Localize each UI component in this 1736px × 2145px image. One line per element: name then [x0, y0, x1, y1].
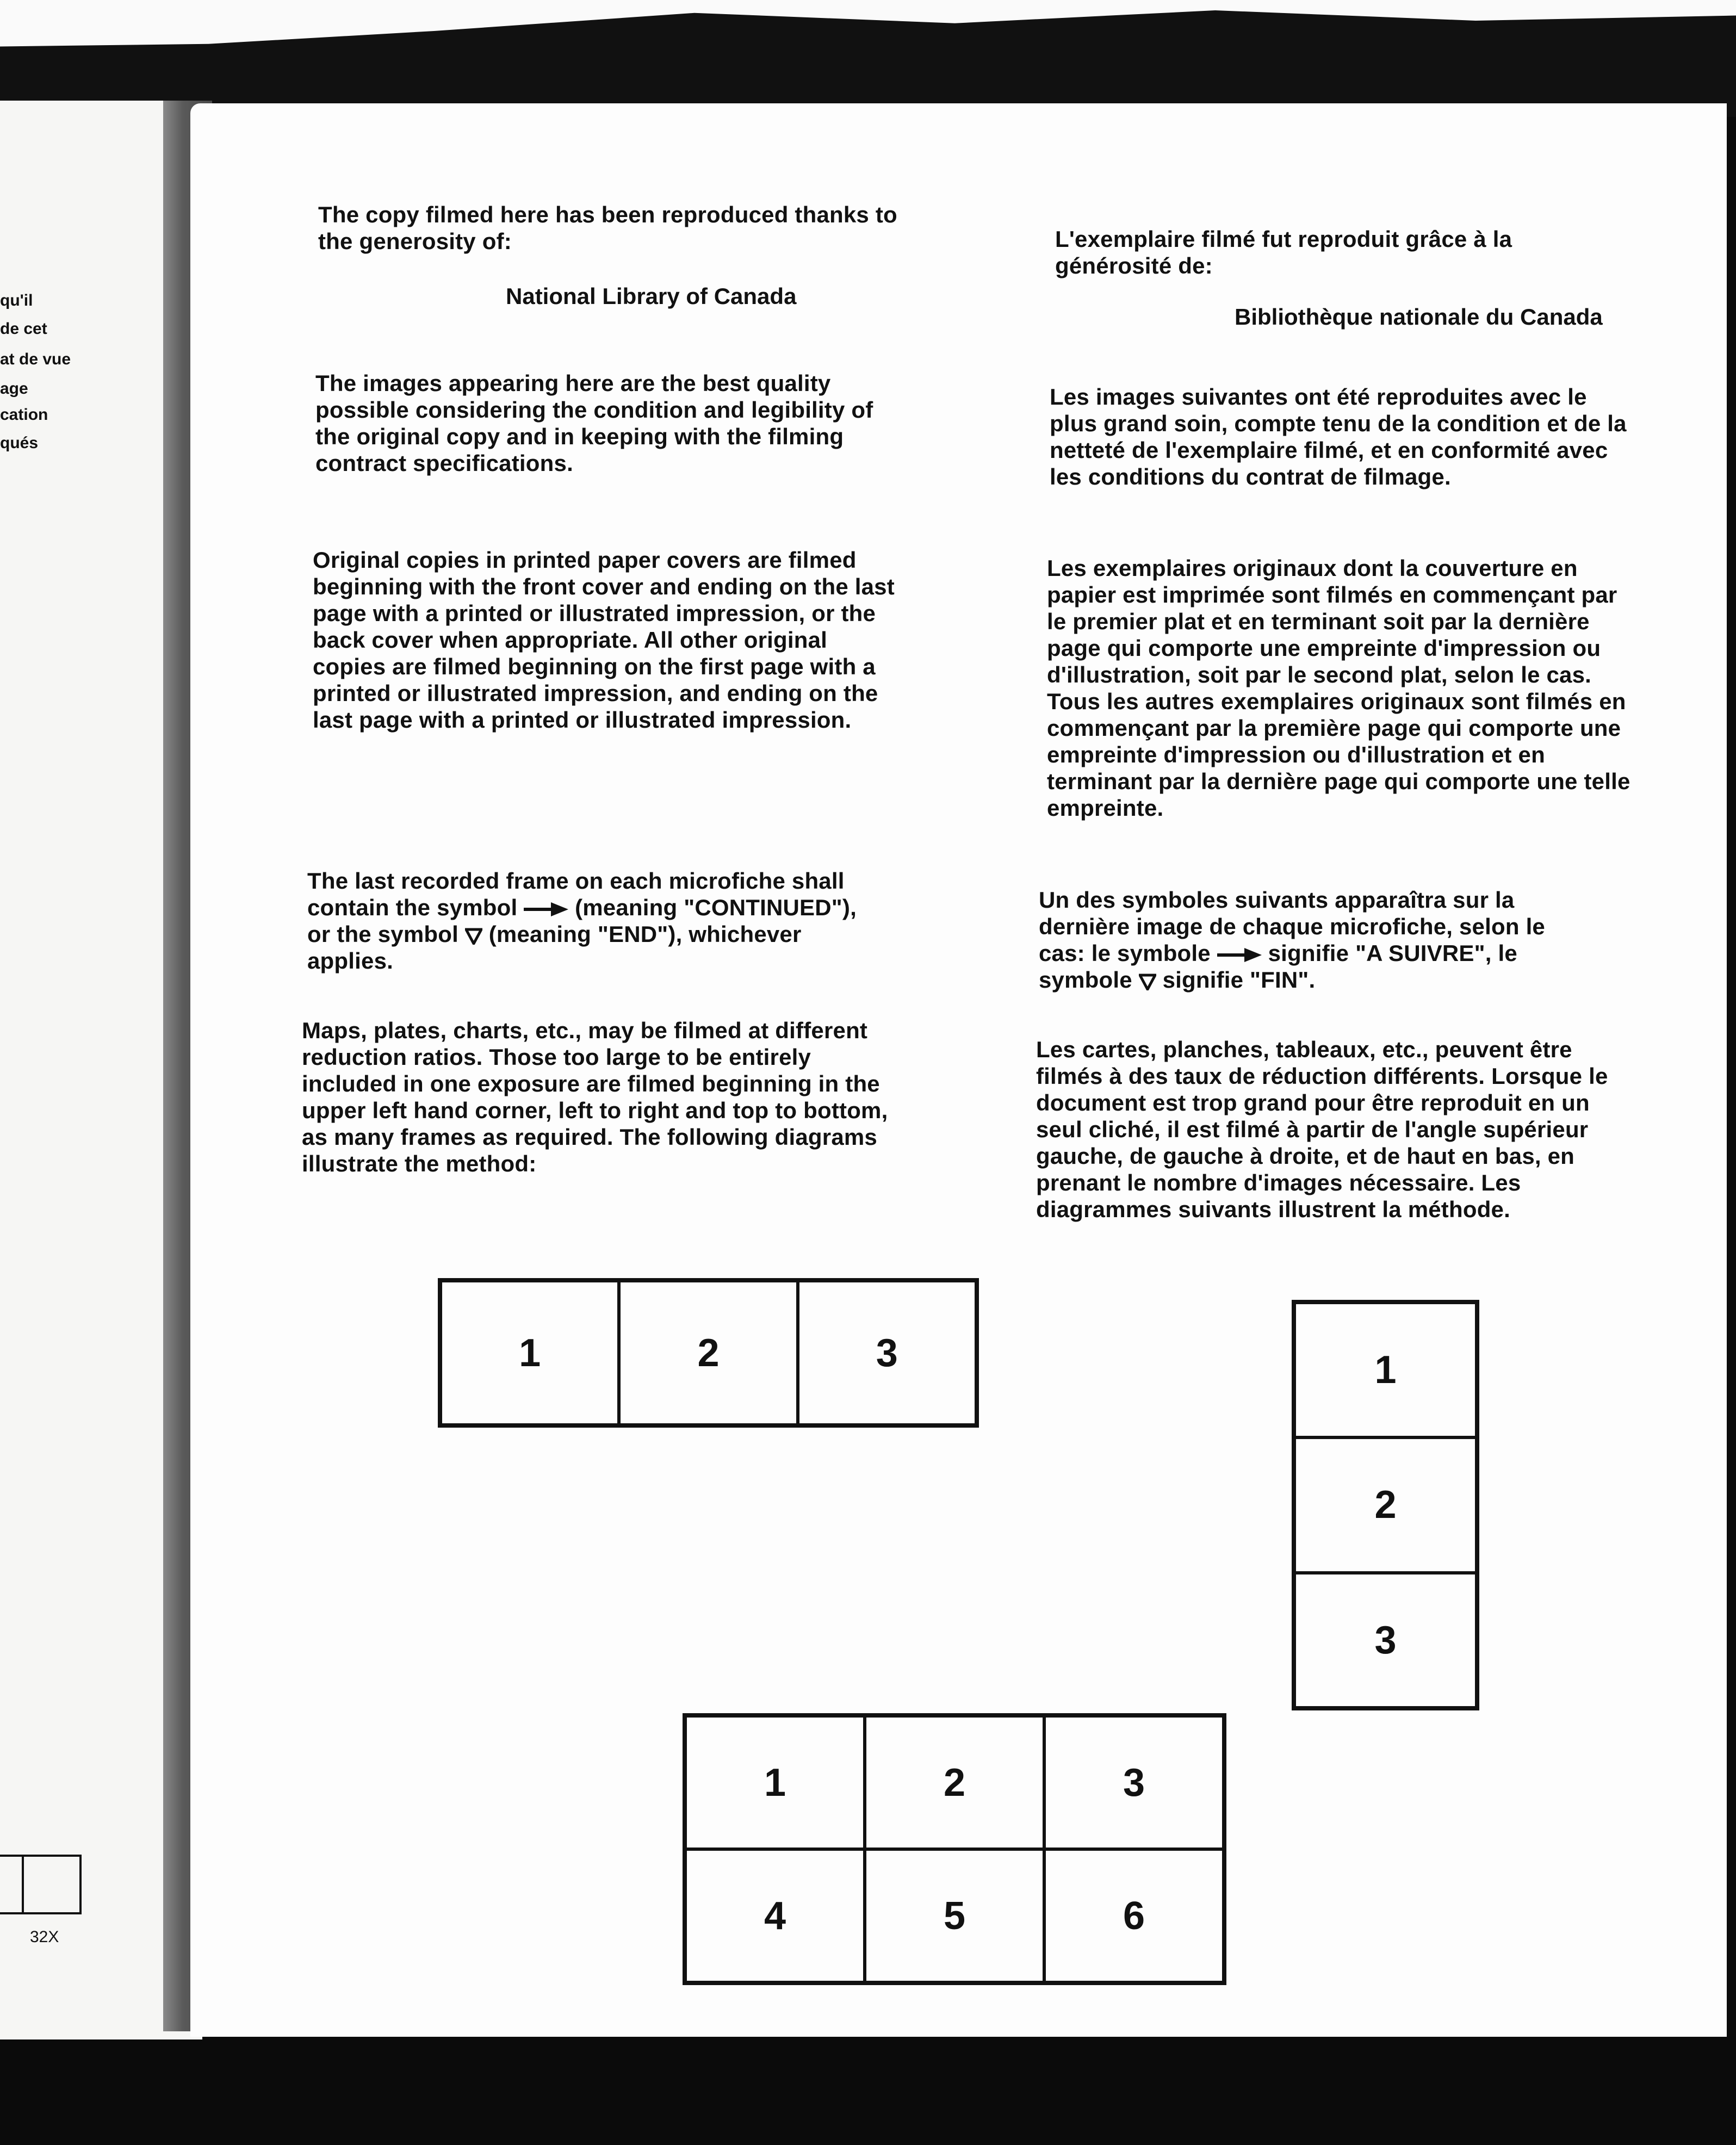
- continued-arrow-icon: [524, 902, 568, 916]
- left-fragment: qués: [0, 434, 39, 452]
- left-page-label: 32X: [30, 1928, 59, 1946]
- french-maps-paragraph: Les cartes, planches, tableaux, etc., peuvent être filmés à des taux de réduction différents. Lorsque le document est trop grand pour être reproduit en un seul cliché, il est filmé à partir de l'angle supérieur gauche, de gauche à droite, et de haut en bas, en prenant le nombre d'images nécessaire. Les diagrammes suivants illustrent la méthode.: [1036, 1037, 1608, 1222]
- french-intro: L'exemplaire filmé fut reproduit grâce à la générosité de:: [1055, 226, 1512, 278]
- diagram-cell: 2: [619, 1281, 797, 1425]
- diagram-column: [1292, 1300, 1479, 1710]
- english-library-name: National Library of Canada: [506, 283, 797, 309]
- end-triangle-icon: [1139, 973, 1156, 990]
- diagram-cell: 2: [865, 1716, 1044, 1849]
- english-originals-paragraph: Original copies in printed paper covers are filmed beginning with the front cover and ending on the last page with a printed or illustrated impression, or the back cover when appropriate. All other original copies are filmed beginning on the first page with a printed or illustrated impression, and ending on the last page with a printed or illustrated impression.: [313, 547, 895, 733]
- diagram-cell: 3: [798, 1281, 976, 1425]
- french-originals-paragraph: Les exemplaires originaux dont la couverture en papier est imprimée sont filmés en commençant par le premier plat et en terminant soit par la dernière page qui comporte une empreinte d'impression ou d'illustration, soit par le second plat, selon le cas. Tous les autres exemplaires originaux sont filmés en commençant par la première page qui comporte une empreinte d'impression ou d'illustration et en terminant par la dernière page qui comporte une telle empreinte.: [1047, 555, 1630, 821]
- diagram-cell: 1: [441, 1281, 619, 1425]
- french-quality-paragraph: Les images suivantes ont été reproduites avec le plus grand soin, compte tenu de la condition et de la netteté de l'exemplaire filmé, et en conformité avec les conditions du contrat de filmage.: [1050, 384, 1627, 489]
- diagram-cell: 5: [865, 1849, 1044, 1982]
- diagram-cell: 6: [1044, 1849, 1224, 1982]
- diagram-grid: [683, 1713, 1226, 1985]
- diagram-cell: 4: [685, 1849, 865, 1982]
- english-symbols-paragraph: The last recorded frame on each microfiche shall contain the symbol (meaning "CONTINUED"), or the symbol (meaning "END"), whichever applies.: [307, 868, 857, 974]
- french-library-name: Bibliothèque nationale du Canada: [1235, 304, 1603, 330]
- end-triangle-icon: [465, 927, 482, 945]
- left-fragment: age: [0, 380, 28, 398]
- diagram-row: [438, 1278, 979, 1428]
- diagram-cell: 3: [1044, 1716, 1224, 1849]
- left-fragment: de cet: [0, 320, 47, 338]
- left-fragment: cation: [0, 406, 48, 424]
- english-quality-paragraph: The images appearing here are the best quality possible considering the condition and legibility of the original copy and in keeping with the filming contract specifications.: [315, 370, 873, 476]
- top-film-border: [0, 0, 1736, 117]
- diagram-cell: 1: [1294, 1303, 1477, 1437]
- continued-arrow-icon: [1217, 948, 1262, 962]
- left-page-target-boxes: [0, 1855, 82, 1914]
- left-fragment: qu'il: [0, 292, 33, 309]
- english-intro: The copy filmed here has been reproduced thanks to the generosity of:: [318, 202, 897, 254]
- diagram-cell: 2: [1294, 1437, 1477, 1572]
- french-symbols-paragraph: Un des symboles suivants apparaîtra sur la dernière image de chaque microfiche, selon le cas: le symbole signifie "A SUIVRE", le symbole signifie "FIN".: [1039, 887, 1545, 993]
- diagram-cell: 1: [685, 1716, 865, 1849]
- left-fragment: at de vue: [0, 350, 71, 368]
- english-maps-paragraph: Maps, plates, charts, etc., may be filmed at different reduction ratios. Those too large to be entirely included in one exposure are filmed beginning in the upper left hand corner, left to right and top to bottom, as many frames as required. The following diagrams illustrate the method:: [302, 1018, 888, 1176]
- diagram-cell: 3: [1294, 1573, 1477, 1708]
